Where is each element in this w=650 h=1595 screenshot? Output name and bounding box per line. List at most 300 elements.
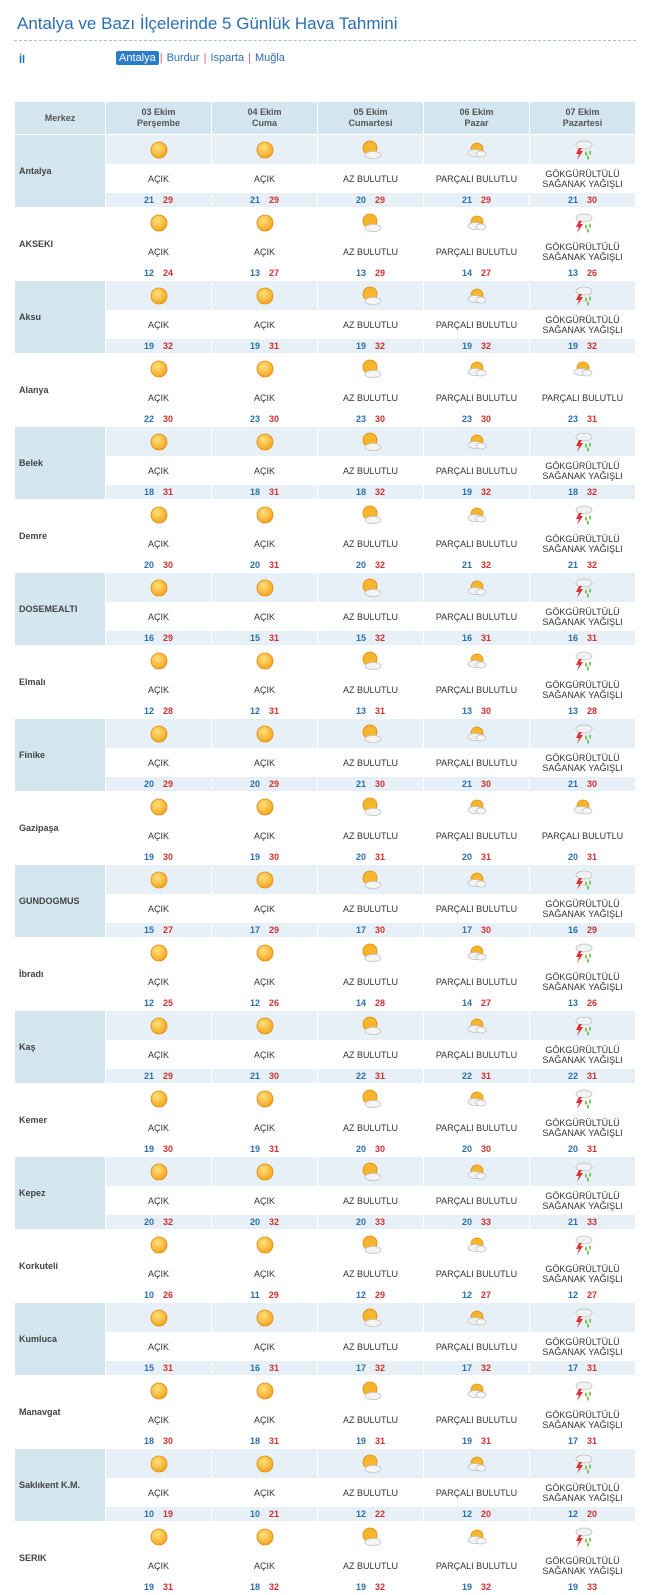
condition-text: GÖKGÜRÜLTÜLÜ SAĞANAK YAĞIŞLI xyxy=(530,749,635,776)
temperature-range xyxy=(318,631,423,645)
temperature-range xyxy=(318,923,423,937)
thunderstorm-icon xyxy=(530,208,635,237)
temperature-range xyxy=(212,1215,317,1229)
min-temp: 12 xyxy=(249,706,260,716)
sun-small-cloud-icon xyxy=(318,1522,423,1551)
temperature-range xyxy=(424,1142,529,1156)
min-temp: 18 xyxy=(355,487,366,497)
thunderstorm-icon xyxy=(530,500,635,529)
city-name: Kumluca xyxy=(15,1303,105,1375)
city-name: Korkuteli xyxy=(15,1230,105,1302)
condition-text: PARÇALI BULUTLU xyxy=(424,1114,529,1141)
max-temp: 32 xyxy=(587,487,598,497)
sun-small-cloud-icon xyxy=(318,1230,423,1259)
sun-icon xyxy=(212,135,317,164)
sun-icon xyxy=(212,646,317,675)
temperature-range xyxy=(106,1361,211,1375)
min-temp: 12 xyxy=(461,1290,472,1300)
temperature-range xyxy=(424,704,529,718)
max-temp: 32 xyxy=(375,560,386,570)
forecast-row-antalya-temps xyxy=(15,193,635,207)
min-temp: 15 xyxy=(249,633,260,643)
forecast-row-demre-temps xyxy=(15,558,635,572)
province-link-burdur[interactable]: Burdur xyxy=(166,52,200,64)
condition-text: PARÇALI BULUTLU xyxy=(424,1479,529,1506)
temperature-range xyxy=(318,193,423,207)
condition-text: AÇIK xyxy=(106,968,211,995)
condition-text: AÇIK xyxy=(212,1479,317,1506)
temperature-range xyxy=(212,339,317,353)
temperature-range xyxy=(106,485,211,499)
condition-text: AZ BULUTLU xyxy=(318,676,423,703)
max-temp: 31 xyxy=(587,414,598,424)
max-temp: 31 xyxy=(587,633,598,643)
condition-text: PARÇALI BULUTLU xyxy=(424,1406,529,1433)
sun-cloud-icon xyxy=(424,1449,529,1478)
temperature-range xyxy=(212,1142,317,1156)
condition-text: AÇIK xyxy=(212,1333,317,1360)
sun-icon xyxy=(212,1303,317,1332)
forecast-row-dosemealti-conditions xyxy=(15,603,635,630)
sun-icon xyxy=(212,354,317,383)
forecast-row-dosemealti-temps xyxy=(15,631,635,645)
max-temp: 30 xyxy=(163,414,174,424)
temperature-range xyxy=(212,850,317,864)
condition-text: AÇIK xyxy=(106,1114,211,1141)
min-temp: 19 xyxy=(143,341,154,351)
min-temp: 21 xyxy=(567,195,578,205)
forecast-row-akseki-temps xyxy=(15,266,635,280)
max-temp: 30 xyxy=(375,779,386,789)
sun-icon xyxy=(106,354,211,383)
condition-text: AZ BULUTLU xyxy=(318,1479,423,1506)
temperature-range xyxy=(212,704,317,718)
max-temp: 32 xyxy=(481,560,492,570)
min-temp: 20 xyxy=(461,1144,472,1154)
max-temp: 32 xyxy=(269,1582,280,1592)
min-temp: 20 xyxy=(355,1144,366,1154)
forecast-row-sakl-kent-k-m-conditions xyxy=(15,1479,635,1506)
sun-icon xyxy=(106,719,211,748)
forecast-row-demre-conditions xyxy=(15,530,635,557)
condition-text: PARÇALI BULUTLU xyxy=(424,1041,529,1068)
min-temp: 20 xyxy=(143,1217,154,1227)
max-temp: 32 xyxy=(375,1363,386,1373)
sun-cloud-icon xyxy=(424,1303,529,1332)
min-temp: 19 xyxy=(461,1436,472,1446)
forecast-row-kemer xyxy=(15,1084,635,1113)
temperature-range xyxy=(530,558,635,572)
min-temp: 19 xyxy=(355,1436,366,1446)
max-temp: 31 xyxy=(269,341,280,351)
condition-text: AZ BULUTLU xyxy=(318,603,423,630)
temperature-range xyxy=(106,1288,211,1302)
condition-text: GÖKGÜRÜLTÜLÜ SAĞANAK YAĞIŞLI xyxy=(530,1041,635,1068)
forecast-row-manavgat-conditions xyxy=(15,1406,635,1433)
min-temp: 13 xyxy=(567,998,578,1008)
max-temp: 30 xyxy=(375,1144,386,1154)
condition-text: GÖKGÜRÜLTÜLÜ SAĞANAK YAĞIŞLI xyxy=(530,1552,635,1579)
thunderstorm-icon xyxy=(530,135,635,164)
sun-cloud-icon xyxy=(424,719,529,748)
condition-text: GÖKGÜRÜLTÜLÜ SAĞANAK YAĞIŞLI xyxy=(530,1187,635,1214)
condition-text: GÖKGÜRÜLTÜLÜ SAĞANAK YAĞIŞLI xyxy=(530,457,635,484)
forecast-row-gazipas-a-conditions xyxy=(15,822,635,849)
min-temp: 20 xyxy=(461,1217,472,1227)
min-temp: 19 xyxy=(461,341,472,351)
max-temp: 32 xyxy=(269,1217,280,1227)
thunderstorm-icon xyxy=(530,1230,635,1259)
min-temp: 20 xyxy=(249,1217,260,1227)
condition-text: GÖKGÜRÜLTÜLÜ SAĞANAK YAĞIŞLI xyxy=(530,165,635,192)
max-temp: 27 xyxy=(269,268,280,278)
thunderstorm-icon xyxy=(530,281,635,310)
max-temp: 31 xyxy=(163,1363,174,1373)
sun-small-cloud-icon xyxy=(318,1157,423,1186)
temperature-range xyxy=(106,1069,211,1083)
condition-text: GÖKGÜRÜLTÜLÜ SAĞANAK YAĞIŞLI xyxy=(530,311,635,338)
min-temp: 20 xyxy=(567,852,578,862)
max-temp: 28 xyxy=(163,706,174,716)
forecast-row-korkuteli-conditions xyxy=(15,1260,635,1287)
min-temp: 18 xyxy=(143,487,154,497)
forecast-row-gundogmus-conditions xyxy=(15,895,635,922)
min-temp: 13 xyxy=(355,706,366,716)
max-temp: 31 xyxy=(481,1436,492,1446)
min-temp: 16 xyxy=(249,1363,260,1373)
sun-icon xyxy=(106,427,211,456)
condition-text: AÇIK xyxy=(212,311,317,338)
forecast-row-serik-temps xyxy=(15,1580,635,1594)
thunderstorm-icon xyxy=(530,938,635,967)
sun-cloud-icon xyxy=(424,500,529,529)
max-temp: 29 xyxy=(163,195,174,205)
max-temp: 31 xyxy=(587,1363,598,1373)
min-temp: 19 xyxy=(461,487,472,497)
city-name: SERIK xyxy=(15,1522,105,1594)
max-temp: 27 xyxy=(587,1290,598,1300)
temperature-range xyxy=(424,1215,529,1229)
max-temp: 31 xyxy=(269,633,280,643)
min-temp: 12 xyxy=(355,1290,366,1300)
header-merkez: Merkez xyxy=(15,102,105,134)
province-link-mugla[interactable]: Muğla xyxy=(254,52,285,64)
sun-icon xyxy=(106,281,211,310)
sun-icon xyxy=(212,1157,317,1186)
max-temp: 30 xyxy=(269,852,280,862)
condition-text: GÖKGÜRÜLTÜLÜ SAĞANAK YAĞIŞLI xyxy=(530,530,635,557)
condition-text: AZ BULUTLU xyxy=(318,1260,423,1287)
max-temp: 32 xyxy=(375,1582,386,1592)
thunderstorm-icon xyxy=(530,427,635,456)
min-temp: 23 xyxy=(355,414,366,424)
max-temp: 32 xyxy=(481,1363,492,1373)
temperature-range xyxy=(106,412,211,426)
province-link-antalya[interactable]: Antalya xyxy=(116,51,159,65)
max-temp: 29 xyxy=(375,268,386,278)
min-temp: 21 xyxy=(567,779,578,789)
sun-icon xyxy=(212,427,317,456)
max-temp: 26 xyxy=(587,998,598,1008)
temperature-range xyxy=(530,193,635,207)
forecast-row-kemer-conditions xyxy=(15,1114,635,1141)
temperature-range xyxy=(530,1215,635,1229)
temperature-range xyxy=(106,266,211,280)
min-temp: 19 xyxy=(143,1582,154,1592)
temperature-range xyxy=(424,1361,529,1375)
temperature-range xyxy=(106,996,211,1010)
max-temp: 32 xyxy=(481,1582,492,1592)
min-temp: 16 xyxy=(567,925,578,935)
min-temp: 13 xyxy=(355,268,366,278)
condition-text: AZ BULUTLU xyxy=(318,165,423,192)
sun-icon xyxy=(106,1157,211,1186)
max-temp: 30 xyxy=(481,779,492,789)
min-temp: 15 xyxy=(143,1363,154,1373)
temperature-range xyxy=(530,266,635,280)
temperature-range xyxy=(106,631,211,645)
city-name: İbradı xyxy=(15,938,105,1010)
min-temp: 20 xyxy=(355,1217,366,1227)
sun-icon xyxy=(106,500,211,529)
condition-text: GÖKGÜRÜLTÜLÜ SAĞANAK YAĞIŞLI xyxy=(530,1406,635,1433)
forecast-row-belek-conditions xyxy=(15,457,635,484)
sun-icon xyxy=(106,1084,211,1113)
min-temp: 18 xyxy=(249,1582,260,1592)
thunderstorm-icon xyxy=(530,646,635,675)
max-temp: 26 xyxy=(587,268,598,278)
temperature-range xyxy=(530,777,635,791)
temperature-range xyxy=(530,1361,635,1375)
min-temp: 19 xyxy=(355,341,366,351)
max-temp: 33 xyxy=(375,1217,386,1227)
max-temp: 31 xyxy=(375,706,386,716)
temperature-range xyxy=(530,485,635,499)
max-temp: 22 xyxy=(375,1509,386,1519)
condition-text: PARÇALI BULUTLU xyxy=(530,384,635,411)
min-temp: 17 xyxy=(461,1363,472,1373)
condition-text: AÇIK xyxy=(106,165,211,192)
forecast-row-belek xyxy=(15,427,635,456)
max-temp: 25 xyxy=(163,998,174,1008)
condition-text: AZ BULUTLU xyxy=(318,895,423,922)
forecast-row-gazipas-a xyxy=(15,792,635,821)
forecast-row-kumluca-conditions xyxy=(15,1333,635,1360)
min-temp: 20 xyxy=(355,195,366,205)
condition-text: AZ BULUTLU xyxy=(318,822,423,849)
forecast-row-kepez xyxy=(15,1157,635,1186)
max-temp: 27 xyxy=(481,998,492,1008)
city-name: Kepez xyxy=(15,1157,105,1229)
temperature-range xyxy=(318,485,423,499)
max-temp: 24 xyxy=(163,268,174,278)
max-temp: 31 xyxy=(269,1436,280,1446)
min-temp: 18 xyxy=(143,1436,154,1446)
condition-text: AZ BULUTLU xyxy=(318,384,423,411)
forecast-row-korkuteli-temps xyxy=(15,1288,635,1302)
sun-small-cloud-icon xyxy=(318,427,423,456)
max-temp: 30 xyxy=(587,195,598,205)
min-temp: 23 xyxy=(249,414,260,424)
max-temp: 32 xyxy=(481,341,492,351)
min-temp: 17 xyxy=(355,1363,366,1373)
forecast-row-akseki xyxy=(15,208,635,237)
min-temp: 12 xyxy=(143,998,154,1008)
max-temp: 29 xyxy=(269,925,280,935)
min-temp: 14 xyxy=(355,998,366,1008)
sun-icon xyxy=(212,938,317,967)
max-temp: 30 xyxy=(163,1436,174,1446)
max-temp: 30 xyxy=(587,779,598,789)
sun-icon xyxy=(212,792,317,821)
max-temp: 31 xyxy=(163,487,174,497)
forecast-row-dosemealti xyxy=(15,573,635,602)
min-temp: 22 xyxy=(461,1071,472,1081)
sun-icon xyxy=(106,1522,211,1551)
city-name: Gazipaşa xyxy=(15,792,105,864)
condition-text: AÇIK xyxy=(106,457,211,484)
temperature-range xyxy=(530,1288,635,1302)
condition-text: AÇIK xyxy=(212,1260,317,1287)
sun-icon xyxy=(212,1522,317,1551)
temperature-range xyxy=(424,1434,529,1448)
forecast-row-gundogmus xyxy=(15,865,635,894)
min-temp: 18 xyxy=(567,487,578,497)
condition-text: AÇIK xyxy=(106,749,211,776)
page-title: Antalya ve Bazı İlçelerinde 5 Günlük Hava Tahmini xyxy=(17,14,398,33)
min-temp: 13 xyxy=(567,268,578,278)
temperature-range xyxy=(318,1580,423,1594)
temperature-range xyxy=(318,1142,423,1156)
condition-text: AÇIK xyxy=(212,1114,317,1141)
min-temp: 17 xyxy=(249,925,260,935)
sun-small-cloud-icon xyxy=(318,281,423,310)
min-temp: 23 xyxy=(461,414,472,424)
sun-icon xyxy=(212,500,317,529)
min-temp: 21 xyxy=(461,560,472,570)
min-temp: 18 xyxy=(249,487,260,497)
forecast-row-manavgat-temps xyxy=(15,1434,635,1448)
sun-icon xyxy=(106,1376,211,1405)
sun-small-cloud-icon xyxy=(318,1376,423,1405)
condition-text: AÇIK xyxy=(212,457,317,484)
condition-text: AZ BULUTLU xyxy=(318,1114,423,1141)
province-link-isparta[interactable]: Isparta xyxy=(210,52,245,64)
max-temp: 30 xyxy=(269,414,280,424)
forecast-row-finike-temps xyxy=(15,777,635,791)
sun-cloud-icon xyxy=(424,1157,529,1186)
condition-text: PARÇALI BULUTLU xyxy=(424,1552,529,1579)
city-name: Elmalı xyxy=(15,646,105,718)
sun-icon xyxy=(212,208,317,237)
condition-text: AZ BULUTLU xyxy=(318,530,423,557)
min-temp: 20 xyxy=(355,852,366,862)
forecast-row-korkuteli xyxy=(15,1230,635,1259)
temperature-range xyxy=(106,777,211,791)
condition-text: AÇIK xyxy=(212,895,317,922)
min-temp: 21 xyxy=(567,1217,578,1227)
min-temp: 17 xyxy=(567,1436,578,1446)
max-temp: 29 xyxy=(268,1290,279,1300)
sun-icon xyxy=(212,865,317,894)
forecast-row-alanya-conditions xyxy=(15,384,635,411)
temperature-range xyxy=(530,1069,635,1083)
temperature-range xyxy=(212,1580,317,1594)
sun-small-cloud-icon xyxy=(318,646,423,675)
min-temp: 13 xyxy=(461,706,472,716)
thunderstorm-icon xyxy=(530,1522,635,1551)
forecast-row-kas-temps xyxy=(15,1069,635,1083)
temperature-range xyxy=(530,850,635,864)
max-temp: 29 xyxy=(163,1071,174,1081)
forecast-row-aksu xyxy=(15,281,635,310)
sun-cloud-icon xyxy=(424,1011,529,1040)
min-temp: 14 xyxy=(461,268,472,278)
condition-text: GÖKGÜRÜLTÜLÜ SAĞANAK YAĞIŞLI xyxy=(530,1479,635,1506)
temperature-range xyxy=(106,923,211,937)
condition-text: AÇIK xyxy=(212,1406,317,1433)
forecast-row-alanya-temps xyxy=(15,412,635,426)
sun-cloud-icon xyxy=(424,281,529,310)
max-temp: 20 xyxy=(587,1509,598,1519)
temperature-range xyxy=(530,1434,635,1448)
max-temp: 29 xyxy=(481,195,492,205)
max-temp: 27 xyxy=(481,268,492,278)
sun-cloud-icon xyxy=(424,1084,529,1113)
condition-text: PARÇALI BULUTLU xyxy=(424,603,529,630)
temperature-range xyxy=(318,339,423,353)
max-temp: 33 xyxy=(587,1582,598,1592)
condition-text: AÇIK xyxy=(212,968,317,995)
min-temp: 12 xyxy=(249,998,260,1008)
min-temp: 19 xyxy=(567,341,578,351)
max-temp: 31 xyxy=(269,706,280,716)
condition-text: AÇIK xyxy=(212,165,317,192)
max-temp: 30 xyxy=(163,852,174,862)
condition-text: AZ BULUTLU xyxy=(318,238,423,265)
condition-text: AÇIK xyxy=(106,603,211,630)
max-temp: 29 xyxy=(269,779,280,789)
forecast-body xyxy=(15,135,635,1594)
sun-small-cloud-icon xyxy=(318,1449,423,1478)
temperature-range xyxy=(318,412,423,426)
max-temp: 27 xyxy=(481,1290,492,1300)
thunderstorm-icon xyxy=(530,1376,635,1405)
condition-text: AÇIK xyxy=(106,1406,211,1433)
max-temp: 31 xyxy=(375,852,386,862)
header-day-1: 03 Ekim Perşembe xyxy=(106,102,211,134)
min-temp: 17 xyxy=(355,925,366,935)
max-temp: 31 xyxy=(587,1436,598,1446)
condition-text: AÇIK xyxy=(106,822,211,849)
condition-text: AÇIK xyxy=(212,384,317,411)
min-temp: 16 xyxy=(567,633,578,643)
min-temp: 19 xyxy=(249,1144,260,1154)
min-temp: 15 xyxy=(143,925,154,935)
condition-text: AÇIK xyxy=(212,1187,317,1214)
max-temp: 30 xyxy=(375,414,386,424)
forecast-row-demre xyxy=(15,500,635,529)
temperature-range xyxy=(318,1288,423,1302)
temperature-range xyxy=(212,1507,317,1521)
condition-text: GÖKGÜRÜLTÜLÜ SAĞANAK YAĞIŞLI xyxy=(530,895,635,922)
condition-text: AÇIK xyxy=(212,1552,317,1579)
min-temp: 20 xyxy=(355,560,366,570)
sun-icon xyxy=(212,1449,317,1478)
min-temp: 20 xyxy=(249,779,260,789)
condition-text: PARÇALI BULUTLU xyxy=(424,238,529,265)
condition-text: AÇIK xyxy=(212,530,317,557)
